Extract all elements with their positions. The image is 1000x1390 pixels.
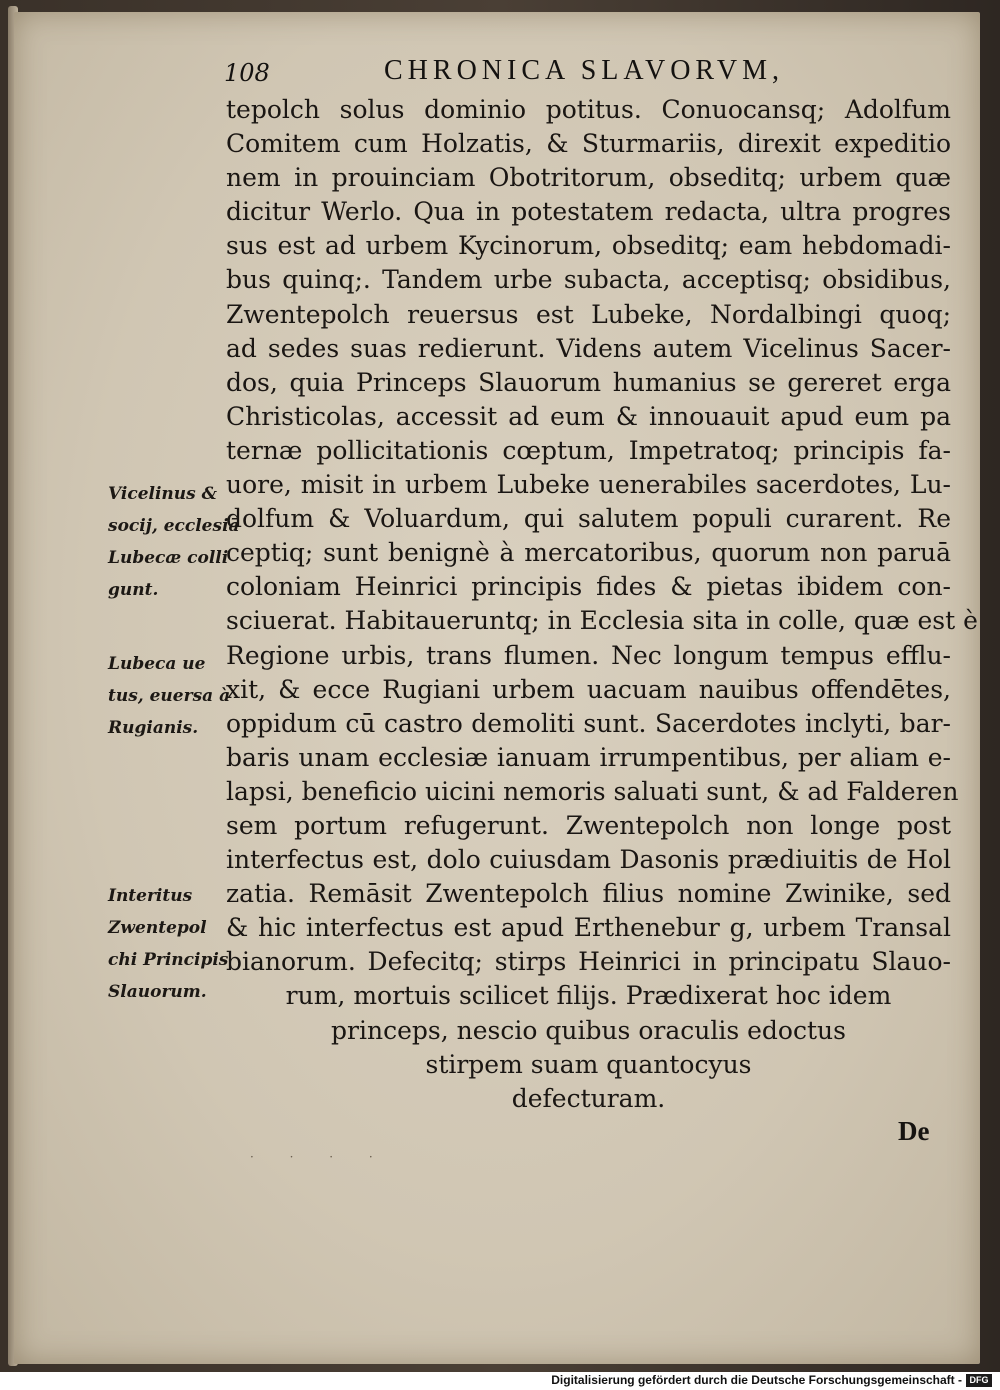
text-line: ad sedes suas redierunt. Videns autem Vicelinus Sacer-	[226, 333, 951, 363]
margin-note-interitus	[108, 880, 233, 1008]
catchword: De	[898, 1116, 930, 1146]
text-line: dolfum & Voluardum, qui salutem populi curarent. Re	[226, 504, 951, 534]
body-text	[226, 93, 978, 1116]
dfg-logo: DFG	[966, 1374, 992, 1387]
text-line: uore, misit in urbem Lubeke uenerabiles sacerdotes, Lu-	[226, 470, 951, 500]
text-line: Comitem cum Holzatis, & Sturmariis, direxit expeditio	[226, 129, 951, 159]
margin-note-line: socij, ecclesiā	[108, 516, 240, 536]
book-title: CHRONICA SLAVORVM,	[384, 55, 784, 86]
margin-note-line: tus, euersa à	[108, 686, 231, 706]
text-line: ceptiq; sunt benignè à mercatoribus, quorum non paruā	[226, 538, 951, 568]
text-line: Christicolas, accessit ad eum & innouauit apud eum pa	[226, 401, 951, 431]
text-line: Zwentepolch reuersus est Lubeke, Nordalbingi quoq;	[226, 299, 951, 329]
margin-note-line: Interitus	[108, 886, 193, 906]
margin-note-line: chi Principis	[108, 950, 229, 970]
text-line: stirpem suam quantocyus	[425, 1049, 752, 1079]
text-line: rum, mortuis scilicet filijs. Prædixerat hoc idem	[285, 981, 892, 1011]
margin-note-line: Lubeca ue	[108, 654, 206, 674]
text-line: Regione urbis, trans flumen. Nec longum tempus efflu-	[226, 640, 951, 670]
text-line: defecturam.	[511, 1083, 666, 1113]
text-line: interfectus est, dolo cuiusdam Dasonis prædiuitis de Hol	[226, 845, 951, 875]
text-line: sus est ad urbem Kycinorum, obseditq; eam hebdomadi-	[226, 231, 951, 261]
text-line: & hic interfectus est apud Erthenebur g, urbem Transal	[226, 913, 951, 943]
text-line: sem portum refugerunt. Zwentepolch non longe post	[226, 810, 951, 840]
text-line: tepolch solus dominio potitus. Conuocansq; Adolfum	[226, 95, 951, 124]
text-line: princeps, nescio quibus oraculis edoctus	[331, 1015, 846, 1045]
margin-note-line: gunt.	[108, 580, 159, 600]
text-line: nem in prouinciam Obotritorum, obseditq; urbem quæ	[226, 163, 951, 193]
margin-note-line: Slauorum.	[108, 982, 207, 1002]
margin-note-lubeca	[108, 648, 233, 744]
text-line: baris unam ecclesiæ ianuam irrumpentibus, per aliam e-	[226, 742, 951, 772]
footer-credit: Digitalisierung gefördert durch die Deutsche Forschungsgemeinschaft -	[551, 1373, 962, 1387]
ink-specks: · · · ·	[250, 1150, 389, 1164]
text-line: oppidum cū castro demoliti sunt. Sacerdotes inclyti, bar-	[226, 708, 951, 738]
text-line: sciuerat. Habitaueruntq; in Ecclesia sita in colle, quæ est è	[226, 606, 978, 636]
text-line: bianorum. Defecitq; stirps Heinrici in principatu Slauo-	[226, 947, 951, 977]
text-line: dos, quia Princeps Slauorum humanius se gereret erga	[226, 367, 951, 397]
page-number: 108	[224, 59, 270, 87]
margin-note-line: Zwentepol	[108, 918, 207, 938]
text-line: dicitur Werlo. Qua in potestatem redacta, ultra progres	[226, 197, 951, 227]
text-line: zatia. Remāsit Zwentepolch filius nomine Zwinike, sed	[226, 879, 951, 909]
text-line: bus quinq;. Tandem urbe subacta, acceptisq; obsidibus,	[226, 265, 951, 295]
text-line: coloniam Heinrici principis fides & pietas ibidem con-	[226, 572, 951, 602]
running-head	[224, 55, 824, 91]
margin-note-vicelinus	[108, 478, 240, 606]
margin-note-line: Vicelinus &	[108, 484, 217, 504]
margin-note-line: Rugianis.	[108, 718, 199, 738]
text-line: xit, & ecce Rugiani urbem uacuam nauibus offendētes,	[226, 674, 951, 704]
text-line: lapsi, beneficio uicini nemoris saluati sunt, & ad Falderen	[226, 776, 959, 806]
text-line: ternæ pollicitationis cœptum, Impetratoq; principis fa-	[226, 435, 951, 465]
margin-note-line: Lubecæ colli	[108, 548, 229, 568]
